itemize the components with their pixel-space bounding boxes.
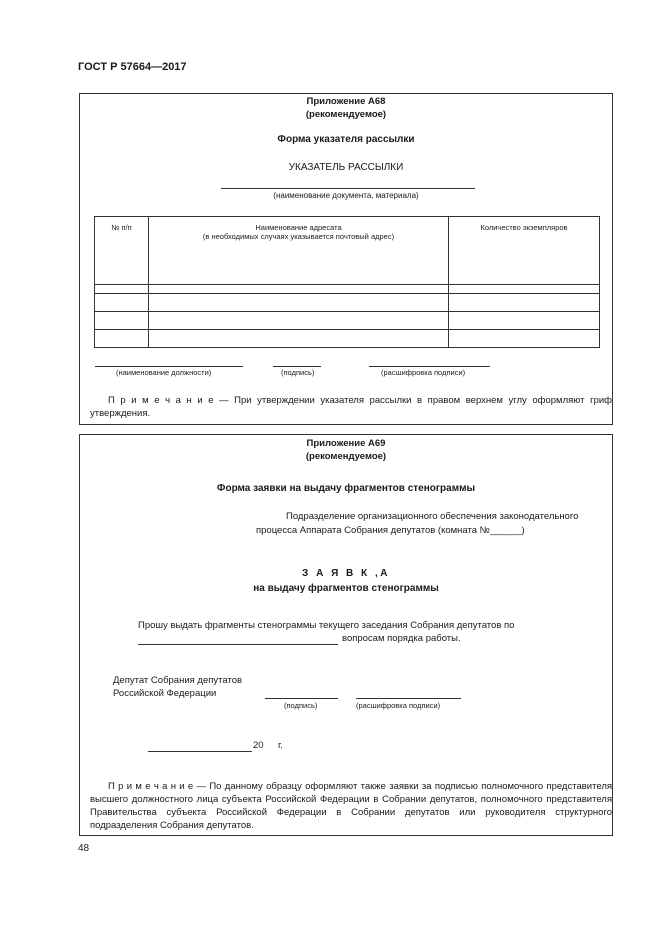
distribution-table bbox=[94, 216, 600, 348]
a68-status: (рекомендуемое) bbox=[305, 109, 387, 120]
a69-date-line bbox=[148, 751, 252, 752]
a69-note-text: — По данному образцу оформляют также заявки за подписью полномочного представителя высшего должностного лица субъекта Российской Федерации в Собрании депутатов, полномочного представителя Правительства субъекта Российской Федерации в Собрании депутатов или руководителя структурного подразделения Собрания депутатов. bbox=[90, 781, 613, 831]
table-row bbox=[95, 285, 600, 294]
appendix-a69-frame bbox=[79, 434, 613, 836]
a68-signature-caption: (подпись) bbox=[281, 368, 315, 377]
a69-signature-caption: (подпись) bbox=[284, 701, 318, 710]
a69-decode-caption: (расшифровка подписи) bbox=[356, 701, 441, 710]
col-addressee-hint: (в необходимых случаях указывается почтовый адрес) bbox=[202, 232, 395, 241]
a69-date-year: 20 bbox=[253, 740, 264, 751]
a69-body-line1: Прошу выдать фрагменты стенограммы текущего заседания Собрания депутатов по bbox=[138, 620, 515, 631]
a68-doc-caption: (наименование документа, материала) bbox=[273, 191, 419, 200]
a69-doc-subtitle: на выдачу фрагментов стенограммы bbox=[253, 583, 439, 594]
a69-body-line2: вопросам порядка работы. bbox=[342, 633, 461, 644]
a69-status: (рекомендуемое) bbox=[305, 451, 387, 462]
a69-signer-line2: Российской Федерации bbox=[113, 688, 217, 699]
a69-body-blank-line bbox=[138, 644, 338, 645]
a68-position-caption: (наименование должности) bbox=[116, 368, 212, 377]
a68-appendix-label: Приложение А68 bbox=[306, 96, 386, 107]
a69-doc-title: З А Я В К ,А bbox=[302, 568, 390, 579]
a68-doc-title: УКАЗАТЕЛЬ РАССЫЛКИ bbox=[288, 162, 404, 173]
a69-form-title: Форма заявки на выдачу фрагментов стенограммы bbox=[216, 483, 476, 494]
table-row bbox=[95, 330, 600, 348]
a68-decode-caption: (расшифровка подписи) bbox=[381, 368, 466, 377]
a69-decode-line bbox=[356, 698, 461, 699]
a69-date-suffix: г. bbox=[278, 740, 283, 751]
a68-form-title: Форма указателя рассылки bbox=[277, 134, 415, 145]
a68-note-text: — При утверждении указателя рассылки в правом верхнем углу оформляют гриф утверждения. bbox=[90, 395, 612, 419]
col-addressee-header bbox=[149, 217, 449, 285]
appendix-a68-frame bbox=[79, 93, 613, 425]
col-number-header: № п/п bbox=[95, 217, 149, 285]
a69-note-label: П р и м е ч а н и е bbox=[108, 781, 194, 792]
document-header: ГОСТ Р 57664—2017 bbox=[78, 61, 187, 73]
a69-note bbox=[90, 780, 612, 832]
a68-doc-name-line bbox=[221, 188, 475, 189]
table-row bbox=[95, 294, 600, 312]
a68-position-line bbox=[95, 366, 243, 367]
a68-note bbox=[90, 394, 612, 420]
a69-signer-line1: Депутат Собрания депутатов bbox=[113, 675, 243, 686]
a69-appendix-label: Приложение А69 bbox=[306, 438, 386, 449]
a69-signature-line bbox=[265, 698, 338, 699]
page-number: 48 bbox=[78, 843, 90, 854]
table-row bbox=[95, 312, 600, 330]
col-addressee-title: Наименование адресата bbox=[255, 223, 342, 232]
col-copies-header: Количество экземпляров bbox=[449, 217, 600, 285]
a69-addressee-line2: процесса Аппарата Собрания депутатов (комната №______) bbox=[256, 525, 525, 536]
a68-note-label: П р и м е ч а н и е bbox=[108, 395, 214, 406]
a68-decode-line bbox=[369, 366, 490, 367]
a68-signature-line bbox=[273, 366, 321, 367]
a69-addressee-line1: Подразделение организационного обеспечения законодательного bbox=[286, 511, 579, 522]
